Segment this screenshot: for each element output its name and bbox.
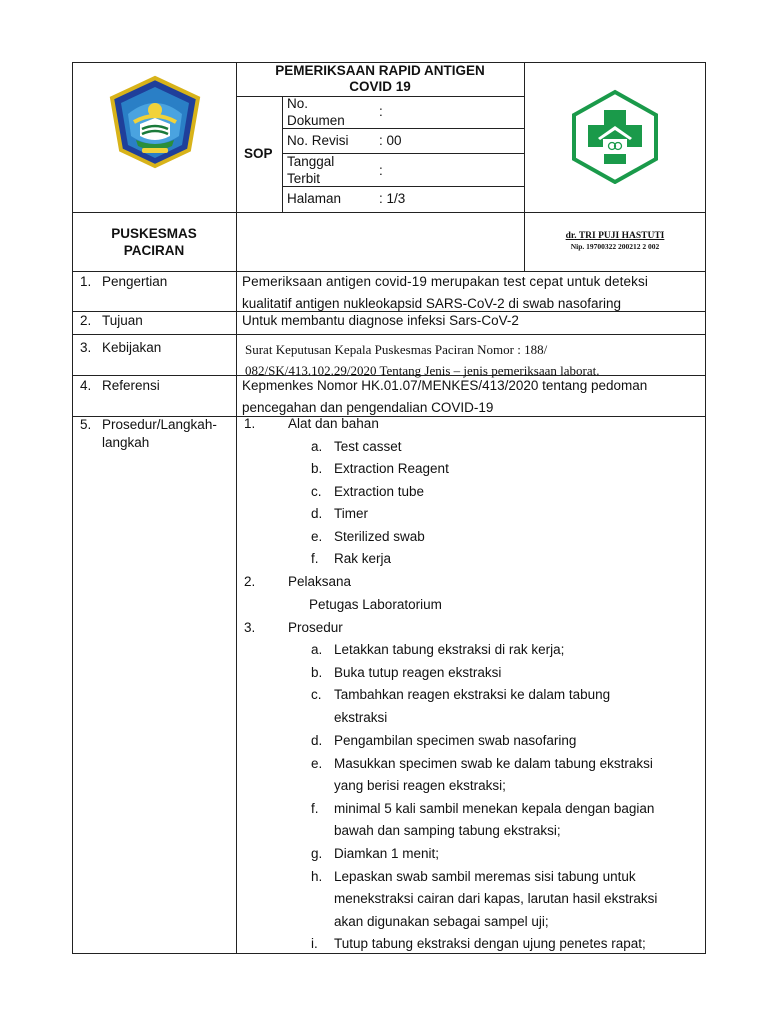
document-title-line1: PEMERIKSAAN RAPID ANTIGEN <box>275 63 485 78</box>
list-item-letter: h. <box>311 869 323 884</box>
field-tanggal-terbit-label-line1: Tanggal <box>287 154 335 169</box>
list-item-letter: c. <box>311 687 322 702</box>
header-bottom-line <box>72 212 706 213</box>
list-item-letter: d. <box>311 733 323 748</box>
field-no-revisi-value: : 00 <box>379 133 402 148</box>
pelaksana-value: Petugas Laboratorium <box>309 597 442 612</box>
section-title-prosedur-line2: langkah <box>102 435 150 450</box>
field-tanggal-terbit-label-line2: Terbit <box>287 171 321 186</box>
section-number: 5. <box>80 417 92 432</box>
table-border-right <box>705 62 706 954</box>
list-item-text: Letakkan tabung ekstraksi di rak kerja; <box>334 642 565 657</box>
list-item-text: Masukkan specimen swab ke dalam tabung ekstraksi <box>334 756 653 771</box>
section-title-prosedur <box>102 416 217 452</box>
field-tanggal-terbit-label <box>287 153 334 187</box>
section-title-kebijakan: Kebijakan <box>102 340 162 355</box>
list-item-letter: c. <box>311 484 322 499</box>
section-title-tujuan: Tujuan <box>102 313 143 328</box>
content-line: Pemeriksaan antigen covid-19 merupakan test cepat untuk deteksi <box>242 274 649 289</box>
list-item-text: menekstraksi cairan dari kapas, larutan hasil ekstraksi <box>334 891 658 906</box>
list-item-letter: i. <box>311 936 318 951</box>
list-item-letter: a. <box>311 642 323 657</box>
list-item-letter: b. <box>311 665 323 680</box>
list-item-text: yang berisi reagen ekstraksi; <box>334 778 506 793</box>
list-item-letter: f. <box>311 801 319 816</box>
procedure-step-number: 2. <box>244 574 256 589</box>
list-item-text: Pengambilan specimen swab nasofaring <box>334 733 577 748</box>
institution-name <box>72 225 236 259</box>
procedure-step-title-prosedur: Prosedur <box>288 620 343 635</box>
list-item-text: Buka tutup reagen ekstraksi <box>334 665 502 680</box>
field-tanggal-terbit-value: : <box>379 163 383 178</box>
list-item-text: ekstraksi <box>334 710 388 725</box>
institution-name-line2: PACIRAN <box>123 243 185 258</box>
field-no-revisi-label: No. Revisi <box>287 133 349 148</box>
content-line: kualitatif antigen nukleokapsid SARS-CoV-2 di swab nasofaring <box>242 296 621 311</box>
field-no-dokumen-value: : <box>379 104 383 119</box>
content-line: 082/SK/413.102.29/2020 Tentang Jenis – jenis pemeriksaan laborat. <box>245 363 600 378</box>
section-content-referensi <box>242 375 647 419</box>
title-divider <box>236 96 524 97</box>
content-line: pencegahan dan pengendalian COVID-19 <box>242 400 494 415</box>
regency-crest-icon <box>106 74 204 170</box>
list-item-letter: e. <box>311 529 323 544</box>
body-column-divider <box>236 271 237 954</box>
list-item-text: bawah dan samping tabung ekstraksi; <box>334 823 561 838</box>
content-line: Surat Keputusan Kepala Puskesmas Paciran Nomor : 188/ <box>245 342 548 357</box>
list-item-text: Tambahkan reagen ekstraksi ke dalam tabung <box>334 687 611 702</box>
procedure-step-title-pelaksana: Pelaksana <box>288 574 352 589</box>
table-border-left <box>72 62 73 954</box>
document-title <box>236 62 524 95</box>
field-halaman-label: Halaman <box>287 191 342 206</box>
section-content-pengertian <box>242 271 698 315</box>
list-item-letter: b. <box>311 461 323 476</box>
procedure-step-number: 1. <box>244 416 256 431</box>
list-item-text: Test casset <box>334 439 402 454</box>
section-number: 2. <box>80 313 92 328</box>
row-divider-2 <box>72 334 706 335</box>
content-line: Kepmenkes Nomor HK.01.07/MENKES/413/2020 tentang pedoman <box>242 378 648 393</box>
section-title-pengertian: Pengertian <box>102 274 168 289</box>
list-item-text: akan digunakan sebagai sampel uji; <box>334 914 549 929</box>
list-item-text: Tutup tabung ekstraksi dengan ujung penetes rapat; <box>334 936 646 951</box>
field-no-dokumen-label <box>287 95 345 129</box>
sop-divider <box>282 96 283 212</box>
institution-name-line1: PUSKESMAS <box>111 226 197 241</box>
document-title-line2: COVID 19 <box>349 79 411 94</box>
section-content-tujuan: Untuk membantu diagnose infeksi Sars-CoV-2 <box>242 313 519 328</box>
puskesmas-cross-icon <box>570 88 660 184</box>
field-no-dokumen-label-line2: Dokumen <box>287 113 345 128</box>
field-halaman-value: : 1/3 <box>379 191 406 206</box>
section-title-prosedur-line1: Prosedur/Langkah- <box>102 417 217 432</box>
list-item-text: Extraction tube <box>334 484 425 499</box>
list-item-text: minimal 5 kali sambil menekan kepala dengan bagian <box>334 801 655 816</box>
section-number: 1. <box>80 274 92 289</box>
list-item-text: Lepaskan swab sambil meremas sisi tabung untuk <box>334 869 636 884</box>
list-item-text: Extraction Reagent <box>334 461 449 476</box>
signatory-block <box>526 231 704 252</box>
header-divider-right <box>524 62 525 272</box>
list-item-letter: a. <box>311 439 323 454</box>
list-item-letter: d. <box>311 506 323 521</box>
section-title-referensi: Referensi <box>102 378 160 393</box>
sop-label: SOP <box>244 146 273 161</box>
list-item-letter: g. <box>311 846 323 861</box>
list-item-text: Timer <box>334 506 368 521</box>
list-item-letter: f. <box>311 551 319 566</box>
list-item-text: Sterilized swab <box>334 529 425 544</box>
section-number: 4. <box>80 378 92 393</box>
section-number: 3. <box>80 340 92 355</box>
list-item-letter: e. <box>311 756 323 771</box>
signatory-nip: Nip. 19700322 200212 2 002 <box>570 242 660 251</box>
procedure-step-number: 3. <box>244 620 256 635</box>
table-border-bottom <box>72 953 706 954</box>
list-item-text: Rak kerja <box>334 551 392 566</box>
signatory-name: dr. TRI PUJI HASTUTI <box>565 231 665 241</box>
field-no-dokumen-label-line1: No. <box>287 96 309 111</box>
list-item-text: Diamkan 1 menit; <box>334 846 440 861</box>
procedure-step-title-alat: Alat dan bahan <box>288 416 379 431</box>
